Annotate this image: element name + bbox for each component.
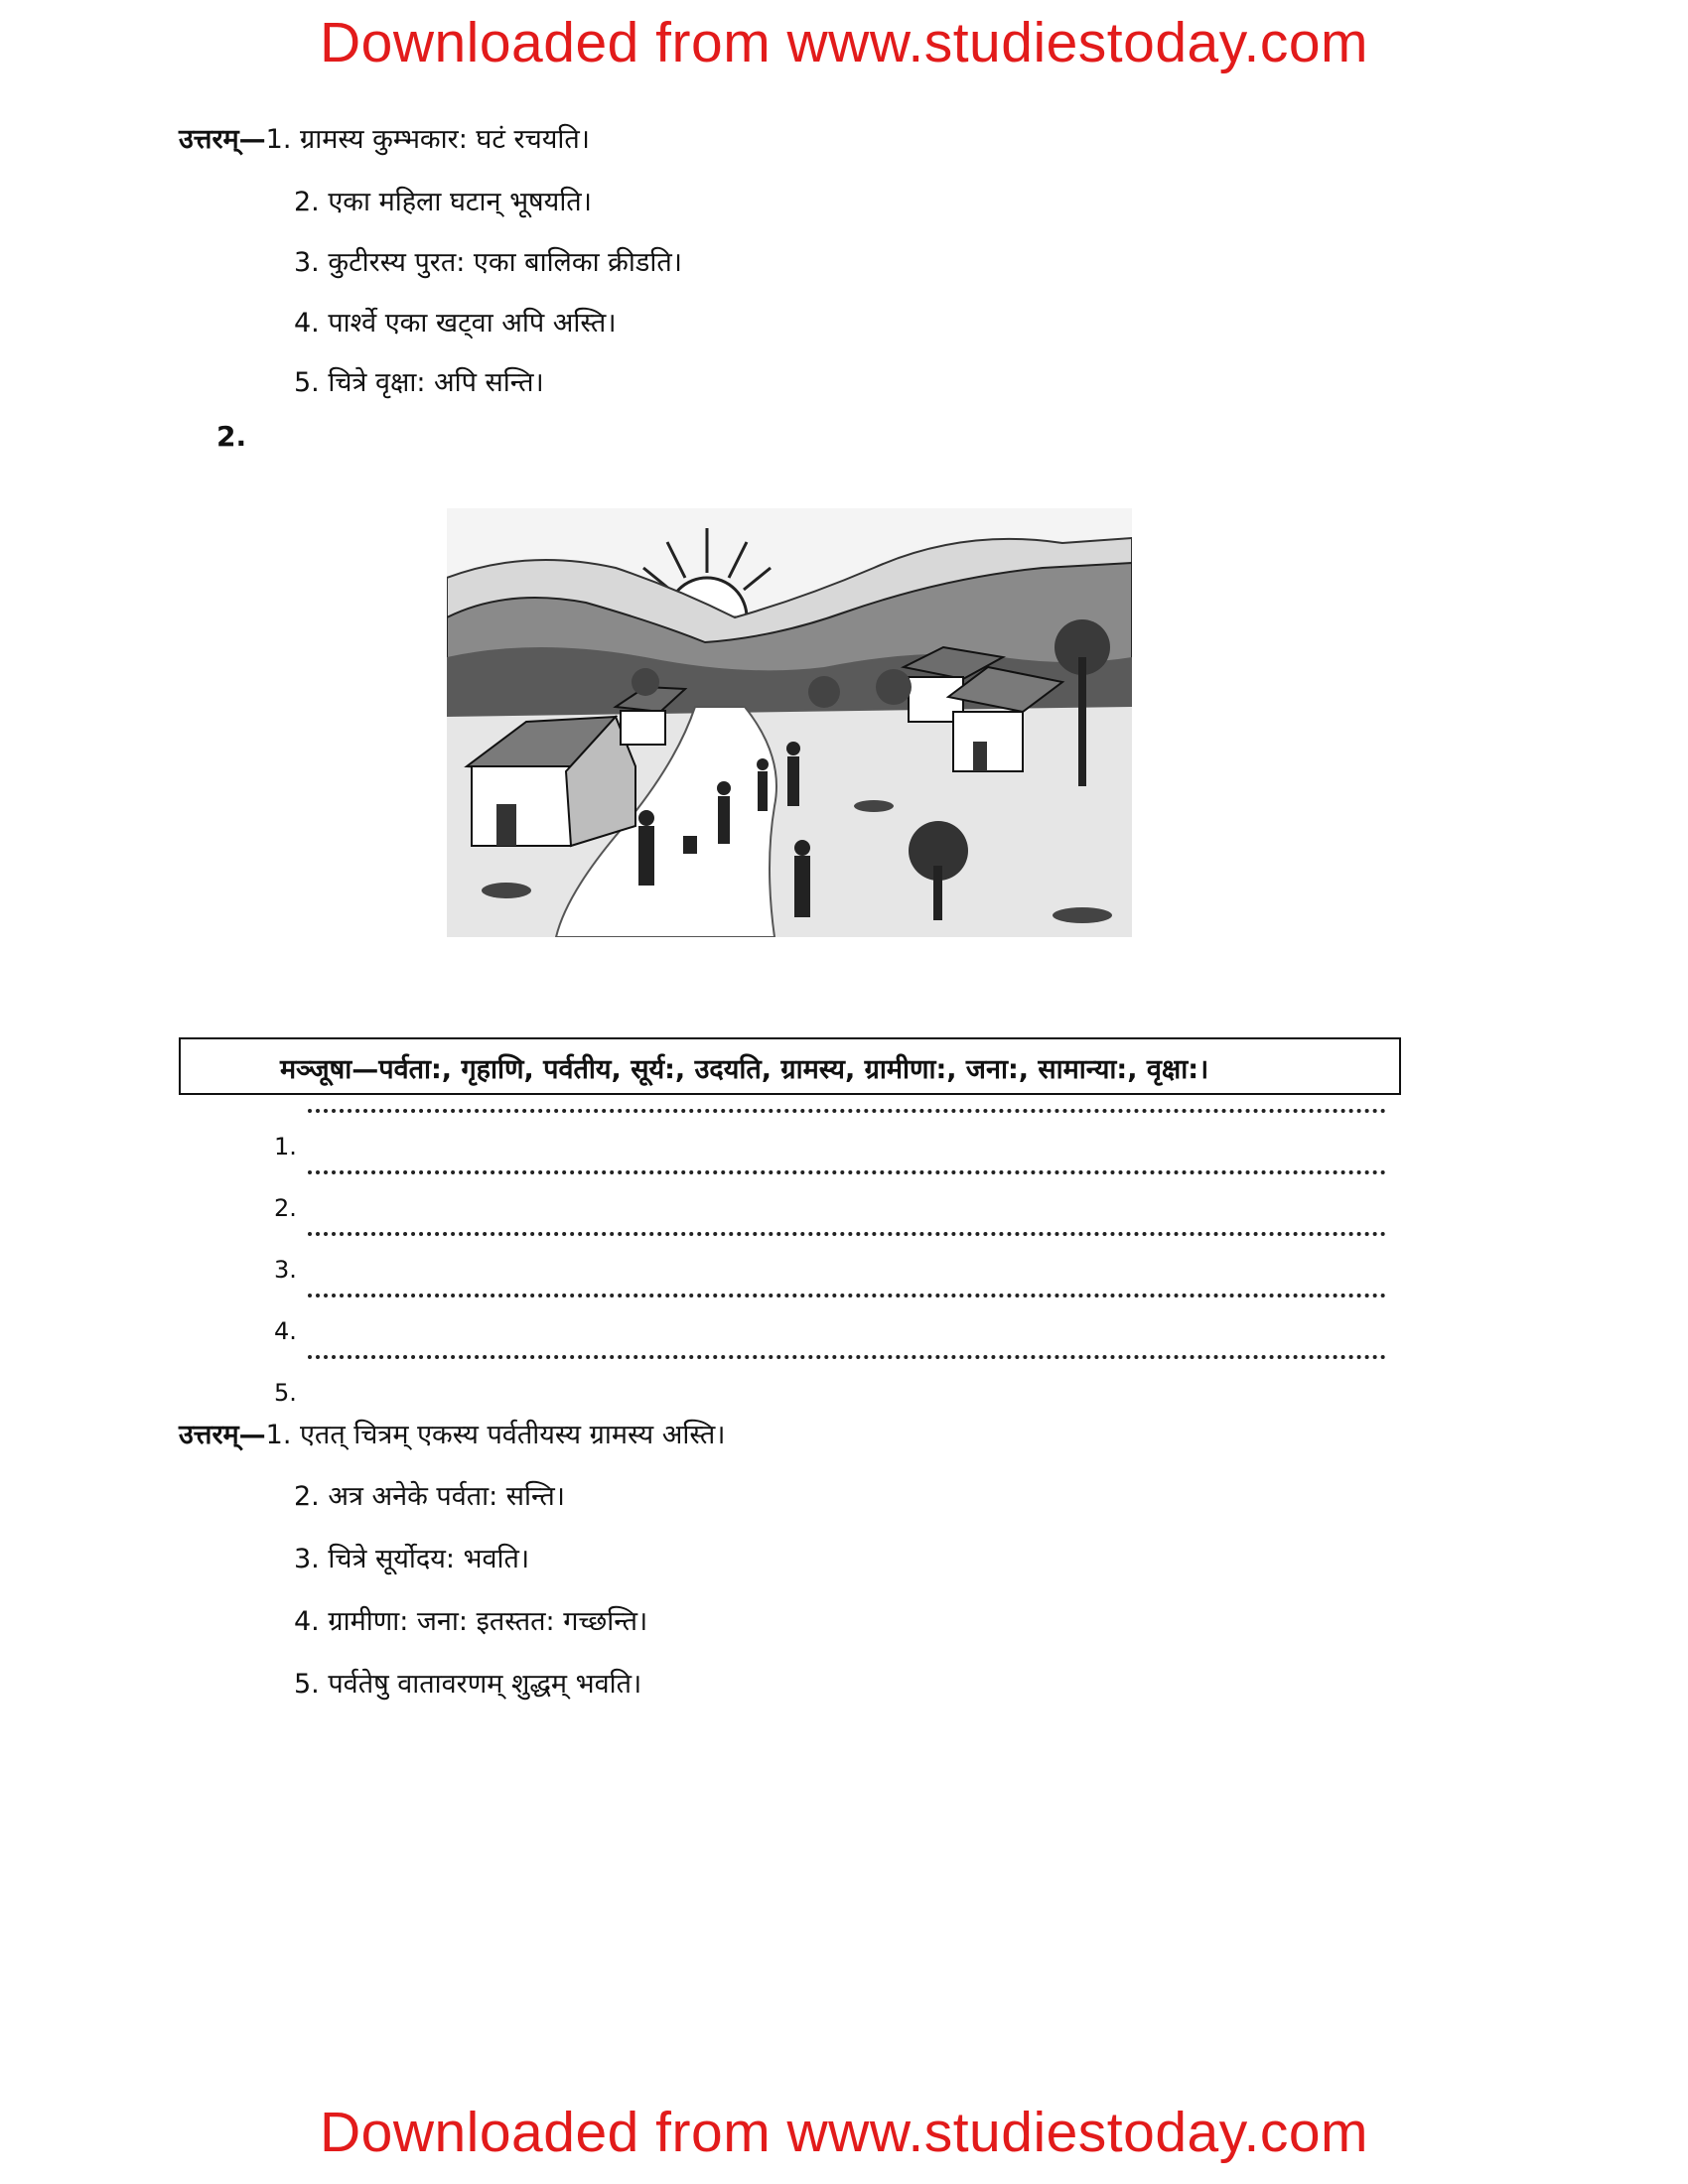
answer-1-item-5: 5. चित्रे वृक्षा: अपि सन्ति। [294, 367, 544, 398]
dotted-line [308, 1170, 1386, 1178]
blank-line-2[interactable] [274, 1170, 1386, 1230]
dotted-line [308, 1294, 1386, 1301]
answer-1-item-2: 2. एका महिला घटान् भूषयति। [294, 187, 592, 217]
question-2-number: 2. [216, 420, 247, 453]
dotted-line [308, 1355, 1386, 1363]
blank-number: 1. [274, 1133, 297, 1160]
answer-1-item-3: 3. कुटीरस्य पुरत: एका बालिका क्रीडति। [294, 247, 682, 278]
answer-label: उत्तरम्— [179, 124, 266, 155]
blank-number: 5. [274, 1379, 297, 1407]
dotted-line [308, 1109, 1386, 1117]
answer-2-item-4: 4. ग्रामीणा: जना: इतस्तत: गच्छन्ति। [294, 1606, 648, 1637]
blank-number: 4. [274, 1317, 297, 1345]
answer-item: 1. ग्रामस्य कुम्भकार: घटं रचयति। [265, 124, 590, 155]
answer-2-item-2: 2. अत्र अनेके पर्वता: सन्ति। [294, 1481, 565, 1512]
blank-line-3[interactable] [274, 1232, 1386, 1292]
blank-number: 2. [274, 1194, 297, 1222]
answer-item: 1. एतत् चित्रम् एकस्य पर्वतीयस्य ग्रामस्य अस्ति। [265, 1420, 726, 1450]
dotted-line [308, 1232, 1386, 1240]
blank-line-5[interactable] [274, 1355, 1386, 1415]
answer-1-item-4: 4. पार्श्वे एका खट्वा अपि अस्ति। [294, 308, 617, 339]
blank-line-1[interactable] [274, 1109, 1386, 1168]
answer-2-line-1 [179, 1415, 725, 1451]
village-illustration [447, 508, 1132, 937]
blank-line-4[interactable] [274, 1294, 1386, 1353]
blank-number: 3. [274, 1256, 297, 1284]
top-download-banner: Downloaded from www.studiestoday.com [319, 11, 1369, 74]
word-bank-text: मञ्जूषा—पर्वता:, गृहाणि, पर्वतीय, सूर्य:, उदयति, ग्रामस्य, ग्रामीणा:, जना:, सामान्या:, वृक्षा:। [280, 1054, 1209, 1085]
bottom-download-banner: Downloaded from www.studiestoday.com [319, 2101, 1369, 2164]
answer-2-item-3: 3. चित्रे सूर्योदय: भवति। [294, 1544, 530, 1574]
answer-1-line-1 [179, 119, 590, 156]
answer-label: उत्तरम्— [179, 1420, 266, 1450]
word-bank-box [179, 1037, 1401, 1095]
answer-2-item-5: 5. पर्वतेषु वातावरणम् शुद्धम् भवति। [294, 1669, 642, 1700]
